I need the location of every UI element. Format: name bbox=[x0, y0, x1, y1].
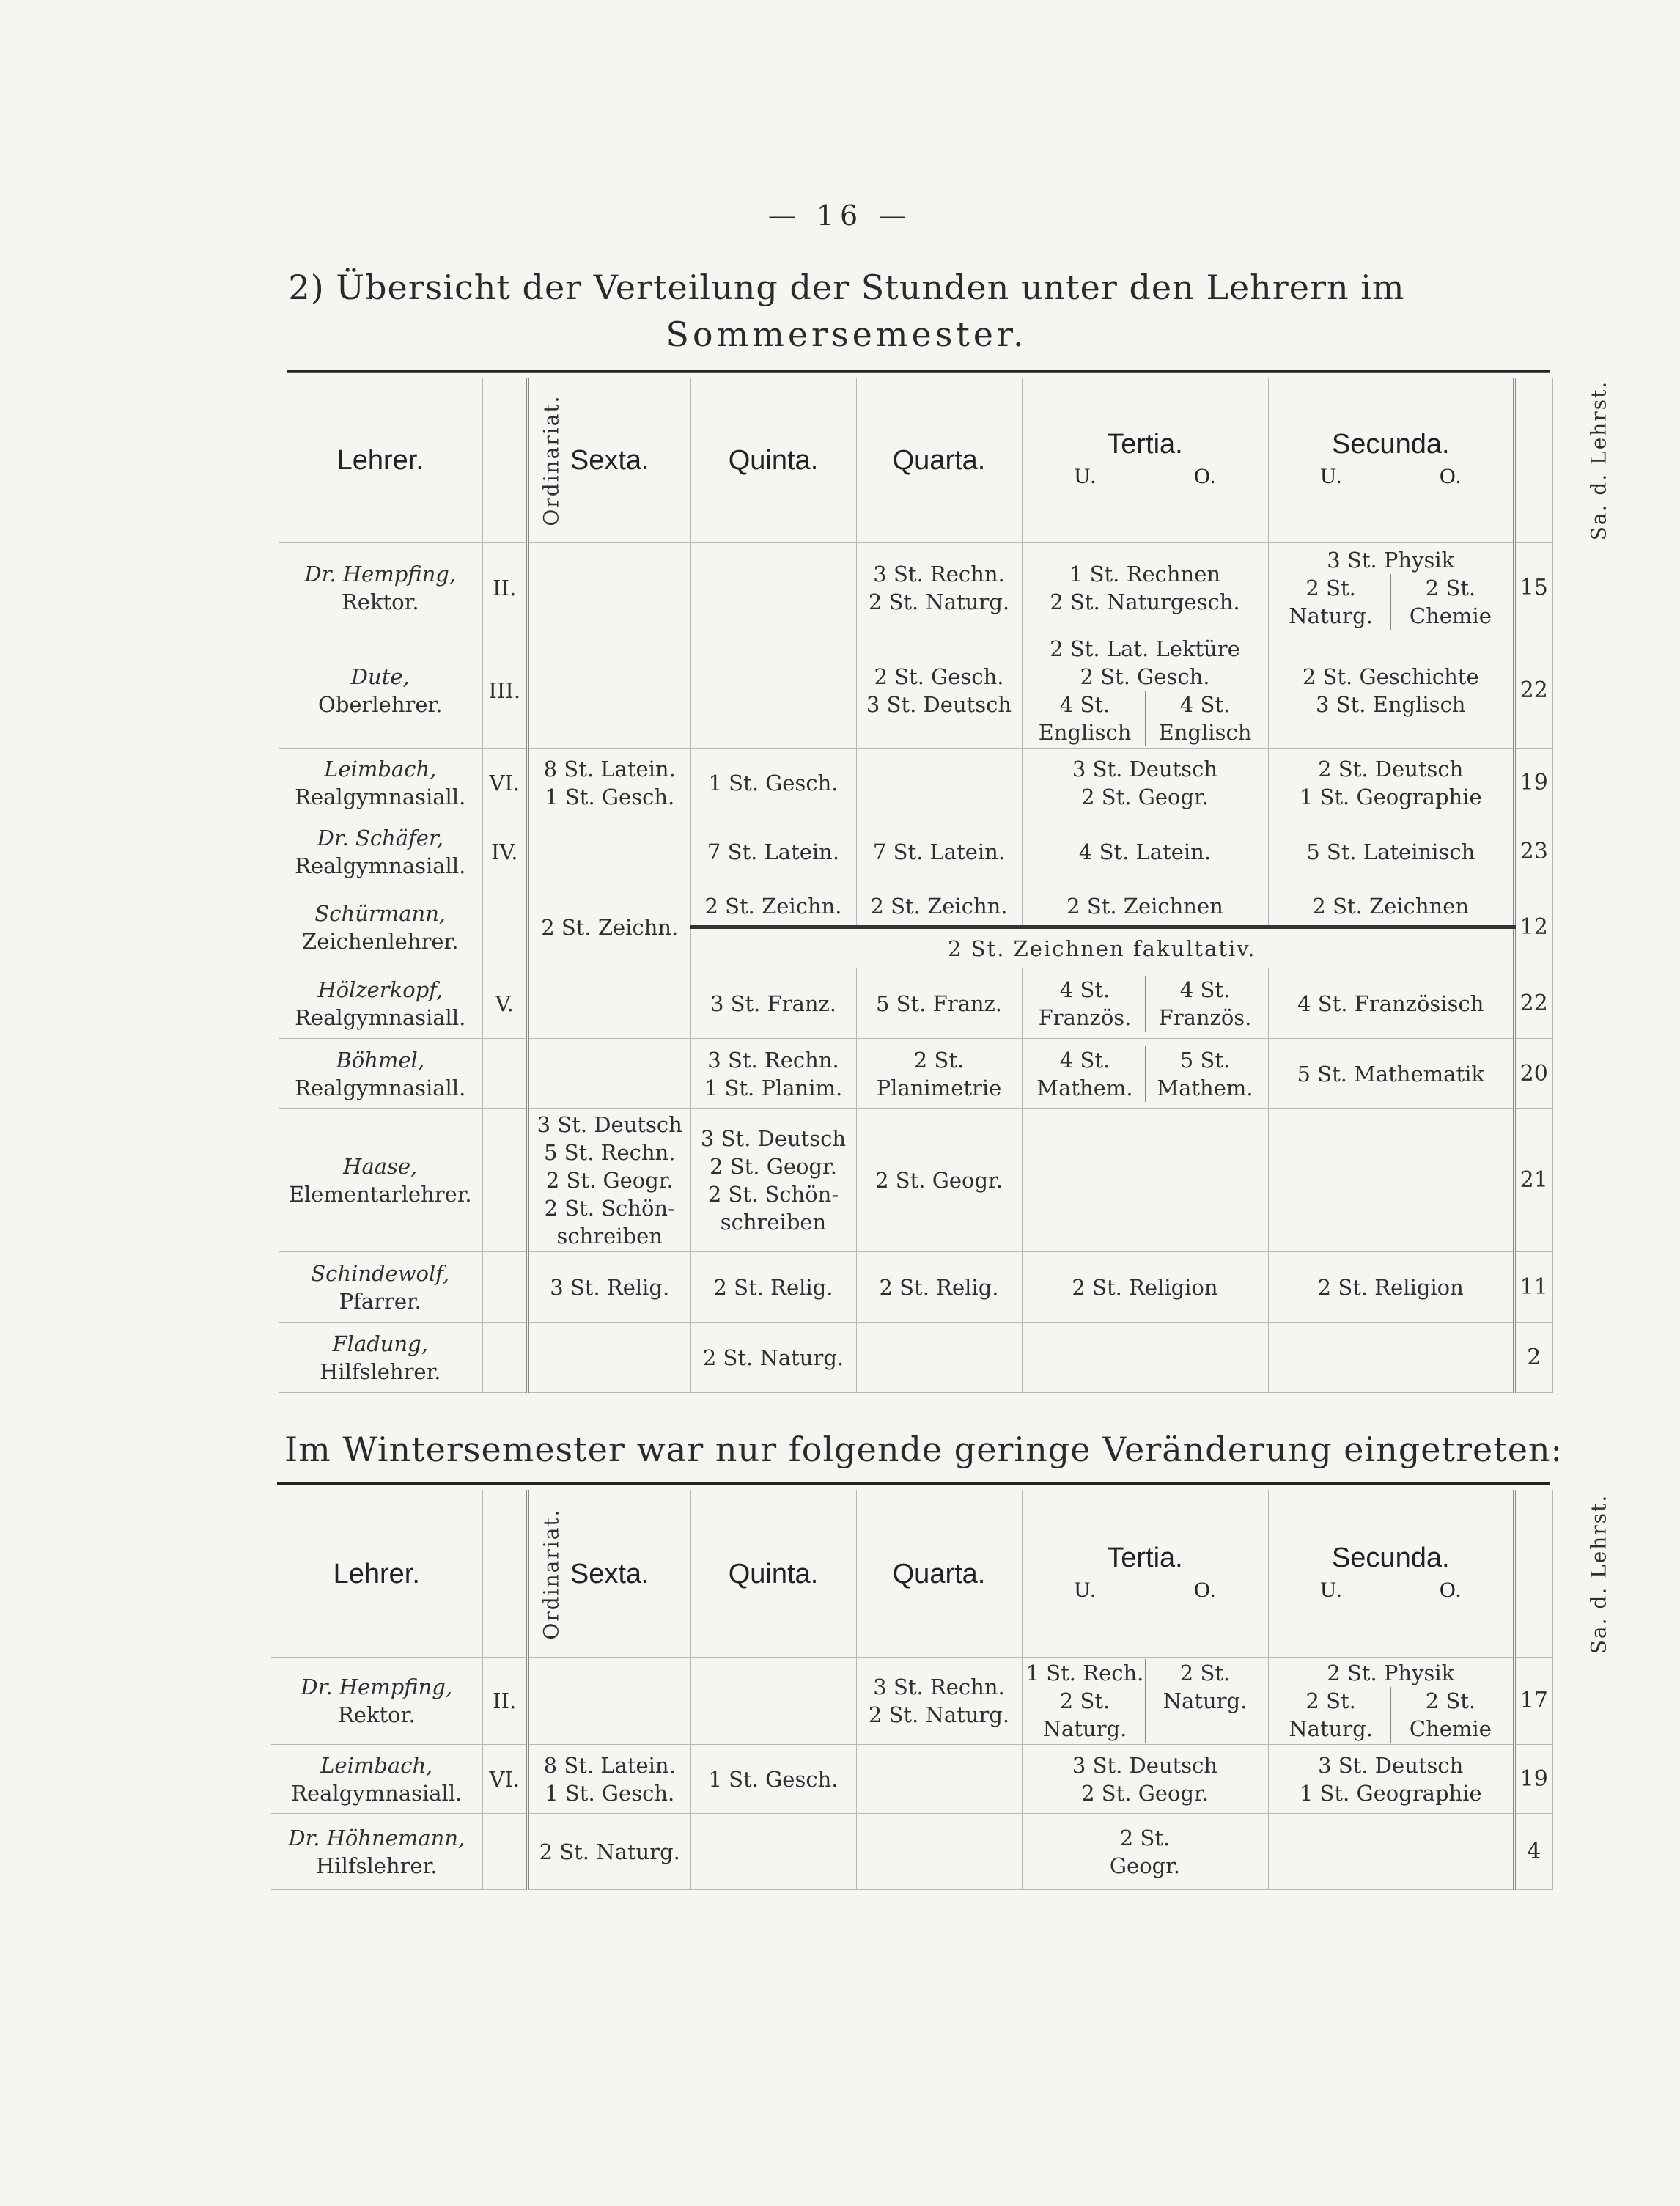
header-summe-text: Sa. d. Lehrst. bbox=[1586, 1493, 1611, 1654]
quinta-line: 3 St. Franz. bbox=[710, 990, 837, 1016]
header-tertia-sub bbox=[1025, 1576, 1265, 1604]
summer-row bbox=[279, 817, 1552, 886]
tertia-unter bbox=[1025, 976, 1145, 1032]
tertia-cell bbox=[1022, 886, 1268, 927]
tertia-unter bbox=[1025, 1659, 1145, 1743]
tertia-line: 4 St. bbox=[1059, 977, 1110, 1002]
title-line-2: Sommersemester. bbox=[666, 315, 1028, 354]
tertia-line: Geogr. bbox=[1109, 1853, 1181, 1878]
summer-schedule-table bbox=[279, 378, 1611, 1393]
sexta-cell bbox=[528, 1109, 690, 1252]
sexta-line: 5 St. Rechn. bbox=[544, 1140, 676, 1165]
header-ober: O. bbox=[1194, 1577, 1216, 1602]
sum-cell: 11 bbox=[1514, 1252, 1552, 1323]
teacher-cell bbox=[271, 1658, 482, 1745]
tertia-line: 4 St. Latein. bbox=[1078, 839, 1212, 864]
secunda-cell bbox=[1268, 886, 1514, 927]
page-number: — 16 — bbox=[767, 199, 913, 232]
summer-row bbox=[279, 1039, 1552, 1109]
tertia-line: Mathem. bbox=[1036, 1075, 1133, 1100]
header-tertia-title: Tertia. bbox=[1107, 428, 1183, 460]
header-secunda-title: Secunda. bbox=[1331, 428, 1450, 460]
ordinariat-cell bbox=[482, 1109, 528, 1252]
teacher-rank: Oberlehrer. bbox=[318, 692, 443, 717]
secunda-line: 3 St. Deutsch bbox=[1318, 1752, 1464, 1778]
winter-schedule-table bbox=[271, 1490, 1611, 1890]
secunda-line: 3 St. Englisch bbox=[1316, 692, 1466, 717]
quarta-cell bbox=[856, 1323, 1022, 1393]
teacher-cell bbox=[279, 1109, 482, 1252]
teacher-cell bbox=[279, 1039, 482, 1109]
quarta-line: 3 St. Rechn. bbox=[873, 561, 1005, 587]
sum-cell: 23 bbox=[1514, 817, 1552, 886]
teacher-rank: Realgymnasiall. bbox=[295, 784, 466, 809]
teacher-cell bbox=[279, 968, 482, 1039]
tertia-split bbox=[1025, 1659, 1265, 1743]
secunda-ober bbox=[1390, 574, 1510, 630]
secunda-line: 5 St. Lateinisch bbox=[1306, 839, 1475, 864]
sexta-cell bbox=[528, 1252, 690, 1323]
teacher-cell bbox=[279, 817, 482, 886]
secunda-line: 3 St. Physik bbox=[1327, 547, 1455, 573]
header-unter: U. bbox=[1074, 1577, 1096, 1602]
header-ober: O. bbox=[1440, 463, 1462, 488]
quarta-line: 2 St. Relig. bbox=[879, 1274, 999, 1300]
quinta-line: schreiben bbox=[720, 1210, 827, 1235]
tertia-line: Französ. bbox=[1158, 1004, 1252, 1030]
tertia-line: 2 St. Lat. Lektüre bbox=[1050, 636, 1240, 661]
quarta-line: 2 St. bbox=[913, 1047, 965, 1073]
header-secunda-title: Secunda. bbox=[1331, 1542, 1450, 1573]
sexta-line: 2 St. Naturg. bbox=[539, 1839, 680, 1864]
quinta-cell bbox=[690, 633, 856, 749]
secunda-cell bbox=[1268, 1323, 1514, 1393]
teacher-name: Dr. Schäfer, bbox=[317, 825, 443, 850]
summer-row bbox=[279, 543, 1552, 633]
sexta-line: schreiben bbox=[556, 1224, 663, 1249]
quarta-cell bbox=[856, 1658, 1022, 1745]
header-ordinariat bbox=[482, 378, 564, 543]
tertia-cell bbox=[1022, 1252, 1268, 1323]
header-lehrer: Lehrer. bbox=[279, 378, 482, 543]
summer-row bbox=[279, 968, 1552, 1039]
teacher-rank: Pfarrer. bbox=[339, 1288, 421, 1314]
tertia-line: 5 St. bbox=[1179, 1047, 1231, 1073]
secunda-split bbox=[1272, 574, 1511, 630]
quarta-cell bbox=[856, 1252, 1022, 1323]
secunda-cell bbox=[1268, 1658, 1514, 1745]
tertia-ober bbox=[1145, 1046, 1265, 1102]
tertia-line: 2 St. Naturgesch. bbox=[1050, 589, 1240, 614]
ordinariat-cell bbox=[482, 1814, 528, 1890]
sexta-cell bbox=[528, 1814, 690, 1890]
secunda-cell bbox=[1268, 1745, 1514, 1814]
tertia-unter bbox=[1025, 691, 1145, 746]
sexta-cell bbox=[528, 886, 690, 968]
summer-row bbox=[279, 749, 1552, 817]
teacher-name: Dr. Höhnemann, bbox=[288, 1825, 465, 1850]
quarta-line: 5 St. Franz. bbox=[875, 990, 1003, 1016]
quarta-line: 3 St. Deutsch bbox=[866, 692, 1012, 717]
quarta-cell bbox=[856, 886, 1022, 927]
quarta-cell bbox=[856, 633, 1022, 749]
sum-cell: 2 bbox=[1514, 1323, 1552, 1393]
teacher-cell bbox=[279, 543, 482, 633]
tertia-cell bbox=[1022, 968, 1268, 1039]
header-tertia-sub bbox=[1025, 463, 1265, 490]
ordinariat-cell bbox=[482, 886, 528, 968]
tertia-line: Englisch bbox=[1158, 720, 1252, 745]
winter-row bbox=[271, 1814, 1552, 1890]
teacher-rank: Realgymnasiall. bbox=[295, 1004, 466, 1030]
winter-heading: Im Wintersemester war nur folgende geringe Veränderung eingetreten: bbox=[284, 1430, 1563, 1469]
quinta-line: 7 St. Latein. bbox=[707, 839, 840, 864]
tertia-line: Französ. bbox=[1038, 1004, 1132, 1030]
secunda-cell bbox=[1268, 817, 1514, 886]
secunda-line: 2 St. bbox=[1425, 1688, 1476, 1713]
quarta-line: Planimetrie bbox=[876, 1075, 1002, 1100]
page-title bbox=[169, 264, 1525, 358]
quarta-cell bbox=[856, 1109, 1022, 1252]
quarta-line: 2 St. Zeichn. bbox=[870, 893, 1008, 919]
quinta-cell bbox=[690, 1039, 856, 1109]
teacher-name: Dute, bbox=[350, 664, 410, 689]
teacher-name: Leimbach, bbox=[320, 1752, 433, 1778]
teacher-rank: Zeichenlehrer. bbox=[302, 928, 459, 954]
header-unter: U. bbox=[1320, 463, 1342, 488]
secunda-cell bbox=[1268, 633, 1514, 749]
quinta-cell bbox=[690, 1109, 856, 1252]
sum-cell: 15 bbox=[1514, 543, 1552, 633]
quarta-cell bbox=[856, 749, 1022, 817]
sexta-line: 1 St. Gesch. bbox=[545, 1780, 675, 1806]
header-unter: U. bbox=[1074, 463, 1096, 488]
secunda-line: 2 St. bbox=[1305, 575, 1356, 600]
summer-row bbox=[279, 1323, 1552, 1393]
tertia-line: 2 St. Gesch. bbox=[1080, 664, 1210, 689]
sexta-cell bbox=[528, 968, 690, 1039]
summer-row bbox=[279, 633, 1552, 749]
teacher-rank: Realgymnasiall. bbox=[291, 1780, 463, 1806]
secunda-line: 2 St. Religion bbox=[1317, 1274, 1464, 1300]
secunda-line: 2 St. Deutsch bbox=[1318, 756, 1464, 782]
secunda-line: Chemie bbox=[1409, 603, 1492, 628]
sexta-cell bbox=[528, 1323, 690, 1393]
teacher-cell bbox=[271, 1814, 482, 1890]
sum-cell: 21 bbox=[1514, 1109, 1552, 1252]
tertia-line: 4 St. bbox=[1179, 692, 1231, 717]
secunda-line: Naturg. bbox=[1289, 1716, 1373, 1741]
sexta-line: 8 St. Latein. bbox=[543, 1752, 676, 1778]
secunda-line: 5 St. Mathematik bbox=[1297, 1061, 1484, 1087]
quinta-line: 3 St. Rechn. bbox=[707, 1047, 839, 1073]
secunda-line: 2 St. bbox=[1305, 1688, 1356, 1713]
tertia-cell bbox=[1022, 1323, 1268, 1393]
secunda-cell bbox=[1268, 968, 1514, 1039]
secunda-cell bbox=[1268, 1039, 1514, 1109]
header-ordinariat bbox=[482, 1490, 564, 1658]
header-secunda-sub bbox=[1272, 463, 1511, 490]
tertia-line: 2 St. Zeichnen bbox=[1066, 893, 1223, 919]
header-secunda bbox=[1268, 378, 1514, 543]
sexta-cell bbox=[528, 633, 690, 749]
teacher-rank: Rektor. bbox=[337, 1702, 416, 1727]
teacher-rank: Rektor. bbox=[341, 589, 419, 614]
teacher-rank: Realgymnasiall. bbox=[295, 853, 466, 878]
tertia-line: 2 St. bbox=[1179, 1661, 1231, 1685]
sexta-cell bbox=[528, 817, 690, 886]
summer-row bbox=[279, 1109, 1552, 1252]
sum-cell: 19 bbox=[1514, 1745, 1552, 1814]
winter-row bbox=[271, 1745, 1552, 1814]
header-lehrer: Lehrer. bbox=[271, 1490, 482, 1658]
teacher-rank: Hilfslehrer. bbox=[316, 1853, 438, 1878]
teacher-cell bbox=[279, 1252, 482, 1323]
teacher-cell bbox=[271, 1745, 482, 1814]
teacher-name: Dr. Hempfing, bbox=[304, 561, 457, 587]
tertia-cell bbox=[1022, 543, 1268, 633]
quarta-line: 3 St. Rechn. bbox=[873, 1674, 1005, 1699]
teacher-name: Haase, bbox=[343, 1154, 418, 1179]
teacher-rank: Hilfslehrer. bbox=[320, 1358, 441, 1384]
quarta-line: 2 St. Geogr. bbox=[875, 1168, 1003, 1193]
secunda-line: 2 St. Physik bbox=[1327, 1661, 1455, 1685]
sexta-cell bbox=[528, 1745, 690, 1814]
quinta-line: 3 St. Deutsch bbox=[700, 1126, 847, 1151]
sexta-line: 3 St. Deutsch bbox=[537, 1112, 682, 1137]
teacher-name: Fladung, bbox=[332, 1331, 428, 1356]
secunda-split bbox=[1272, 1687, 1511, 1743]
header-ober: O. bbox=[1194, 463, 1216, 488]
tertia-split bbox=[1025, 691, 1265, 746]
header-summe bbox=[1514, 1490, 1611, 1658]
quinta-cell bbox=[690, 886, 856, 927]
secunda-cell bbox=[1268, 1814, 1514, 1890]
quinta-line: 2 St. Zeichn. bbox=[704, 893, 842, 919]
ordinariat-cell: V. bbox=[482, 968, 528, 1039]
secunda-line: 2 St. bbox=[1425, 575, 1476, 600]
quinta-cell bbox=[690, 1745, 856, 1814]
quarta-line: 2 St. Naturg. bbox=[868, 589, 1010, 614]
quinta-cell bbox=[690, 1323, 856, 1393]
tertia-line: 4 St. bbox=[1179, 977, 1231, 1002]
ordinariat-cell: IV. bbox=[482, 817, 528, 886]
header-secunda-sub bbox=[1272, 1576, 1511, 1604]
quinta-cell bbox=[690, 968, 856, 1039]
secunda-cell bbox=[1268, 749, 1514, 817]
tertia-line: Englisch bbox=[1038, 720, 1132, 745]
sexta-line: 3 St. Relig. bbox=[550, 1274, 670, 1300]
sexta-cell bbox=[528, 749, 690, 817]
secunda-unter bbox=[1272, 574, 1390, 630]
quinta-line: 1 St. Gesch. bbox=[708, 1766, 839, 1792]
teacher-name: Hölzerkopf, bbox=[317, 977, 443, 1002]
secunda-line: Chemie bbox=[1409, 1716, 1492, 1741]
ordinariat-cell bbox=[482, 1039, 528, 1109]
header-sexta: Sexta. bbox=[528, 1490, 690, 1658]
header-tertia-title: Tertia. bbox=[1107, 1542, 1183, 1573]
quinta-line: 1 St. Gesch. bbox=[708, 770, 839, 795]
teacher-name: Böhmel, bbox=[336, 1047, 425, 1073]
tertia-ober bbox=[1145, 691, 1265, 746]
secunda-line: 2 St. Zeichnen bbox=[1312, 893, 1470, 919]
quinta-cell bbox=[690, 817, 856, 886]
teacher-rank: Realgymnasiall. bbox=[295, 1075, 466, 1100]
tertia-unter bbox=[1025, 1046, 1145, 1102]
sexta-cell bbox=[528, 543, 690, 633]
secunda-cell bbox=[1268, 543, 1514, 633]
teacher-name: Schürmann, bbox=[314, 900, 446, 926]
sum-cell: 12 bbox=[1514, 886, 1552, 968]
tertia-cell bbox=[1022, 1658, 1268, 1745]
quarta-cell bbox=[856, 1745, 1022, 1814]
header-quarta: Quarta. bbox=[856, 1490, 1022, 1658]
tertia-line: 2 St. Geogr. bbox=[1081, 1780, 1209, 1806]
tertia-line: 2 St. bbox=[1059, 1688, 1110, 1713]
quinta-cell bbox=[690, 1658, 856, 1745]
tertia-line: 2 St. Geogr. bbox=[1081, 784, 1209, 809]
teacher-cell bbox=[279, 749, 482, 817]
sexta-line: 8 St. Latein. bbox=[543, 756, 676, 782]
secunda-unter bbox=[1272, 1687, 1390, 1743]
header-tertia bbox=[1022, 378, 1268, 543]
quinta-line: 2 St. Geogr. bbox=[710, 1154, 837, 1179]
quinta-cell bbox=[690, 749, 856, 817]
ordinariat-cell: III. bbox=[482, 633, 528, 749]
quinta-cell bbox=[690, 543, 856, 633]
fakultativ-cell: 2 St. Zeichnen fakultativ. bbox=[690, 927, 1514, 968]
quarta-line: 2 St. Gesch. bbox=[874, 664, 1004, 689]
header-row bbox=[271, 1490, 1552, 1658]
tertia-line: 1 St. Rechnen bbox=[1069, 561, 1221, 587]
sexta-line: 2 St. Zeichn. bbox=[541, 914, 679, 940]
teacher-name: Schindewolf, bbox=[311, 1260, 450, 1286]
sum-cell: 19 bbox=[1514, 749, 1552, 817]
quinta-line: 1 St. Planim. bbox=[704, 1075, 843, 1100]
quinta-cell bbox=[690, 1252, 856, 1323]
header-row bbox=[279, 378, 1552, 543]
sexta-line: 2 St. Schön- bbox=[544, 1196, 675, 1221]
teacher-cell bbox=[279, 886, 482, 968]
tertia-line: 2 St. bbox=[1119, 1825, 1171, 1850]
tertia-line: 3 St. Deutsch bbox=[1072, 1752, 1218, 1778]
sum-cell: 4 bbox=[1514, 1814, 1552, 1890]
quinta-line: 2 St. Schön- bbox=[707, 1182, 839, 1207]
secunda-ober bbox=[1390, 1687, 1510, 1743]
title-line-1: 2) Übersicht der Verteilung der Stunden unter den Lehrern im bbox=[288, 268, 1405, 307]
summer-top-rule bbox=[287, 370, 1550, 373]
tertia-cell bbox=[1022, 1109, 1268, 1252]
header-ordinariat-text: Ordinariat. bbox=[539, 394, 564, 526]
sum-cell: 22 bbox=[1514, 633, 1552, 749]
sum-cell: 22 bbox=[1514, 968, 1552, 1039]
summer-row bbox=[279, 886, 1552, 927]
header-secunda bbox=[1268, 1490, 1514, 1658]
winter-row bbox=[271, 1658, 1552, 1745]
tertia-line: 1 St. Rech. bbox=[1025, 1661, 1144, 1685]
header-unter: U. bbox=[1320, 1577, 1342, 1602]
tertia-line: 4 St. bbox=[1059, 692, 1110, 717]
ordinariat-cell: II. bbox=[482, 543, 528, 633]
teacher-name: Dr. Hempfing, bbox=[301, 1674, 453, 1699]
tertia-ober bbox=[1145, 1659, 1265, 1743]
winter-top-rule bbox=[277, 1482, 1550, 1485]
tertia-cell bbox=[1022, 633, 1268, 749]
tertia-split bbox=[1025, 1046, 1265, 1102]
ordinariat-cell: VI. bbox=[482, 749, 528, 817]
quarta-line: 2 St. Naturg. bbox=[868, 1702, 1010, 1727]
sexta-line: 2 St. Geogr. bbox=[545, 1168, 674, 1193]
teacher-cell bbox=[279, 1323, 482, 1393]
tertia-cell bbox=[1022, 817, 1268, 886]
secunda-line: 2 St. Geschichte bbox=[1302, 664, 1479, 689]
header-summe-text: Sa. d. Lehrst. bbox=[1586, 380, 1611, 540]
tertia-cell bbox=[1022, 749, 1268, 817]
sexta-line: 1 St. Gesch. bbox=[545, 784, 675, 809]
secunda-line: Naturg. bbox=[1289, 603, 1373, 628]
teacher-name: Leimbach, bbox=[324, 756, 437, 782]
teacher-cell bbox=[279, 633, 482, 749]
tertia-line: Naturg. bbox=[1163, 1688, 1248, 1713]
sexta-cell bbox=[528, 1039, 690, 1109]
tertia-cell bbox=[1022, 1814, 1268, 1890]
header-summe bbox=[1514, 378, 1611, 543]
sexta-cell bbox=[528, 1658, 690, 1745]
ordinariat-cell: VI. bbox=[482, 1745, 528, 1814]
header-quinta: Quinta. bbox=[690, 378, 856, 543]
tertia-cell bbox=[1022, 1039, 1268, 1109]
summer-row bbox=[279, 1252, 1552, 1323]
quinta-cell bbox=[690, 1814, 856, 1890]
header-ordinariat-text: Ordinariat. bbox=[539, 1507, 564, 1640]
secunda-line: 1 St. Geographie bbox=[1299, 784, 1482, 809]
tertia-line: Mathem. bbox=[1157, 1075, 1253, 1100]
tertia-line: 3 St. Deutsch bbox=[1072, 756, 1218, 782]
secunda-line: 4 St. Französisch bbox=[1297, 990, 1484, 1016]
ordinariat-cell bbox=[482, 1323, 528, 1393]
quarta-cell bbox=[856, 543, 1022, 633]
quarta-cell bbox=[856, 968, 1022, 1039]
header-quarta: Quarta. bbox=[856, 378, 1022, 543]
quarta-cell bbox=[856, 1814, 1022, 1890]
secunda-cell bbox=[1268, 1252, 1514, 1323]
secunda-cell bbox=[1268, 1109, 1514, 1252]
sum-cell: 20 bbox=[1514, 1039, 1552, 1109]
ordinariat-cell: II. bbox=[482, 1658, 528, 1745]
tertia-line: Naturg. bbox=[1042, 1716, 1127, 1741]
quinta-line: 2 St. Relig. bbox=[713, 1274, 833, 1300]
quarta-line: 7 St. Latein. bbox=[872, 839, 1006, 864]
sum-cell: 17 bbox=[1514, 1658, 1552, 1745]
header-tertia bbox=[1022, 1490, 1268, 1658]
header-sexta: Sexta. bbox=[528, 378, 690, 543]
ordinariat-cell bbox=[482, 1252, 528, 1323]
secunda-line: 1 St. Geographie bbox=[1299, 1780, 1482, 1806]
header-ober: O. bbox=[1440, 1577, 1462, 1602]
quinta-line: 2 St. Naturg. bbox=[702, 1345, 844, 1370]
tertia-split bbox=[1025, 976, 1265, 1032]
header-quinta: Quinta. bbox=[690, 1490, 856, 1658]
tertia-cell bbox=[1022, 1745, 1268, 1814]
quarta-cell bbox=[856, 817, 1022, 886]
tertia-line: 2 St. Religion bbox=[1072, 1274, 1218, 1300]
tertia-ober bbox=[1145, 976, 1265, 1032]
tertia-line: 4 St. bbox=[1059, 1047, 1110, 1073]
teacher-rank: Elementarlehrer. bbox=[288, 1182, 472, 1207]
quarta-cell bbox=[856, 1039, 1022, 1109]
